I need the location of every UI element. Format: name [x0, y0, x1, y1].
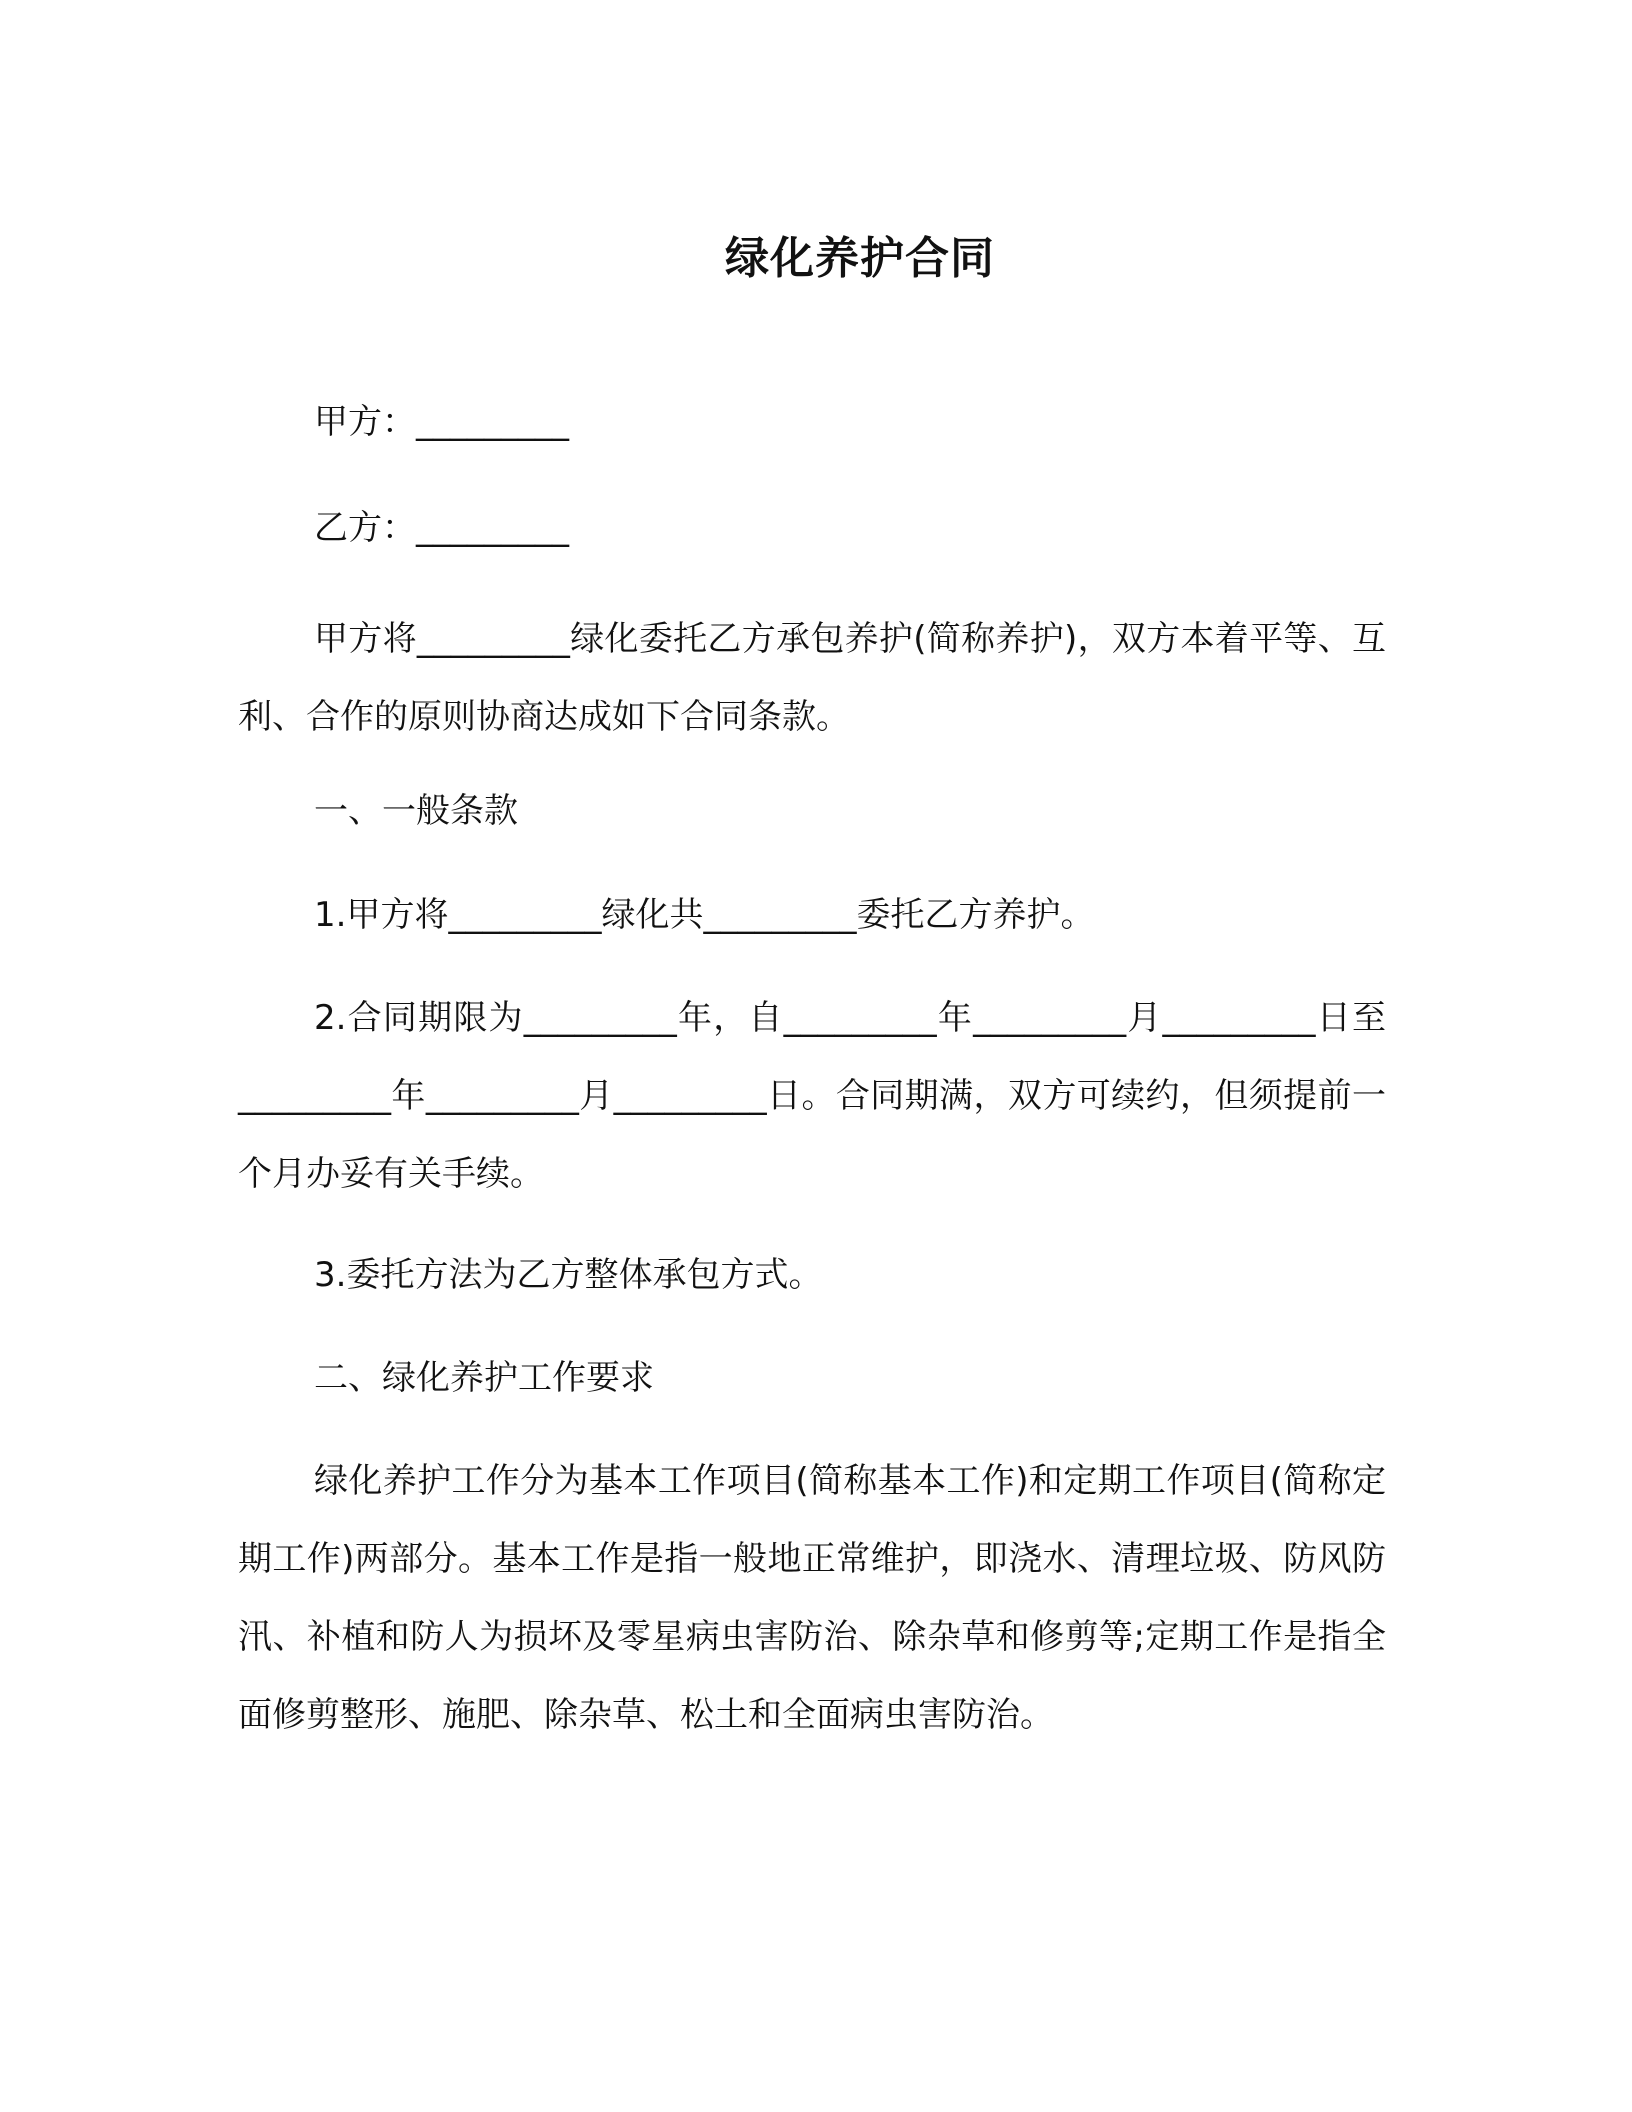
- party-a-line: 甲方：_________: [314, 402, 569, 442]
- clause-2: 2.合同期限为_________年，自_________年_________月_________日至_________年_________月_________日。合同期满，双方可续约，但须提前一个月办妥有关手续。: [238, 998, 1386, 1194]
- clause-3: 3.委托方法为乙方整体承包方式。: [314, 1255, 823, 1295]
- section-2-body: 绿化养护工作分为基本工作项目(简称基本工作)和定期工作项目(简称定期工作)两部分。基本工作是指一般地正常维护，即浇水、清理垃圾、防风防汛、补植和防人为损坏及零星病虫害防治、除杂草和修剪等;定期工作是指全面修剪整形、施肥、除杂草、松土和全面病虫害防治。: [238, 1461, 1386, 1735]
- intro-paragraph: 甲方将_________绿化委托乙方承包养护(简称养护)，双方本着平等、互利、合作的原则协商达成如下合同条款。: [238, 619, 1386, 737]
- clause-1: 1.甲方将_________绿化共_________委托乙方养护。: [314, 895, 1095, 935]
- section-2-heading: 二、绿化养护工作要求: [314, 1358, 654, 1398]
- document-title: 绿化养护合同: [725, 233, 995, 284]
- party-b-line: 乙方：_________: [314, 508, 569, 548]
- section-1-heading: 一、一般条款: [314, 791, 518, 831]
